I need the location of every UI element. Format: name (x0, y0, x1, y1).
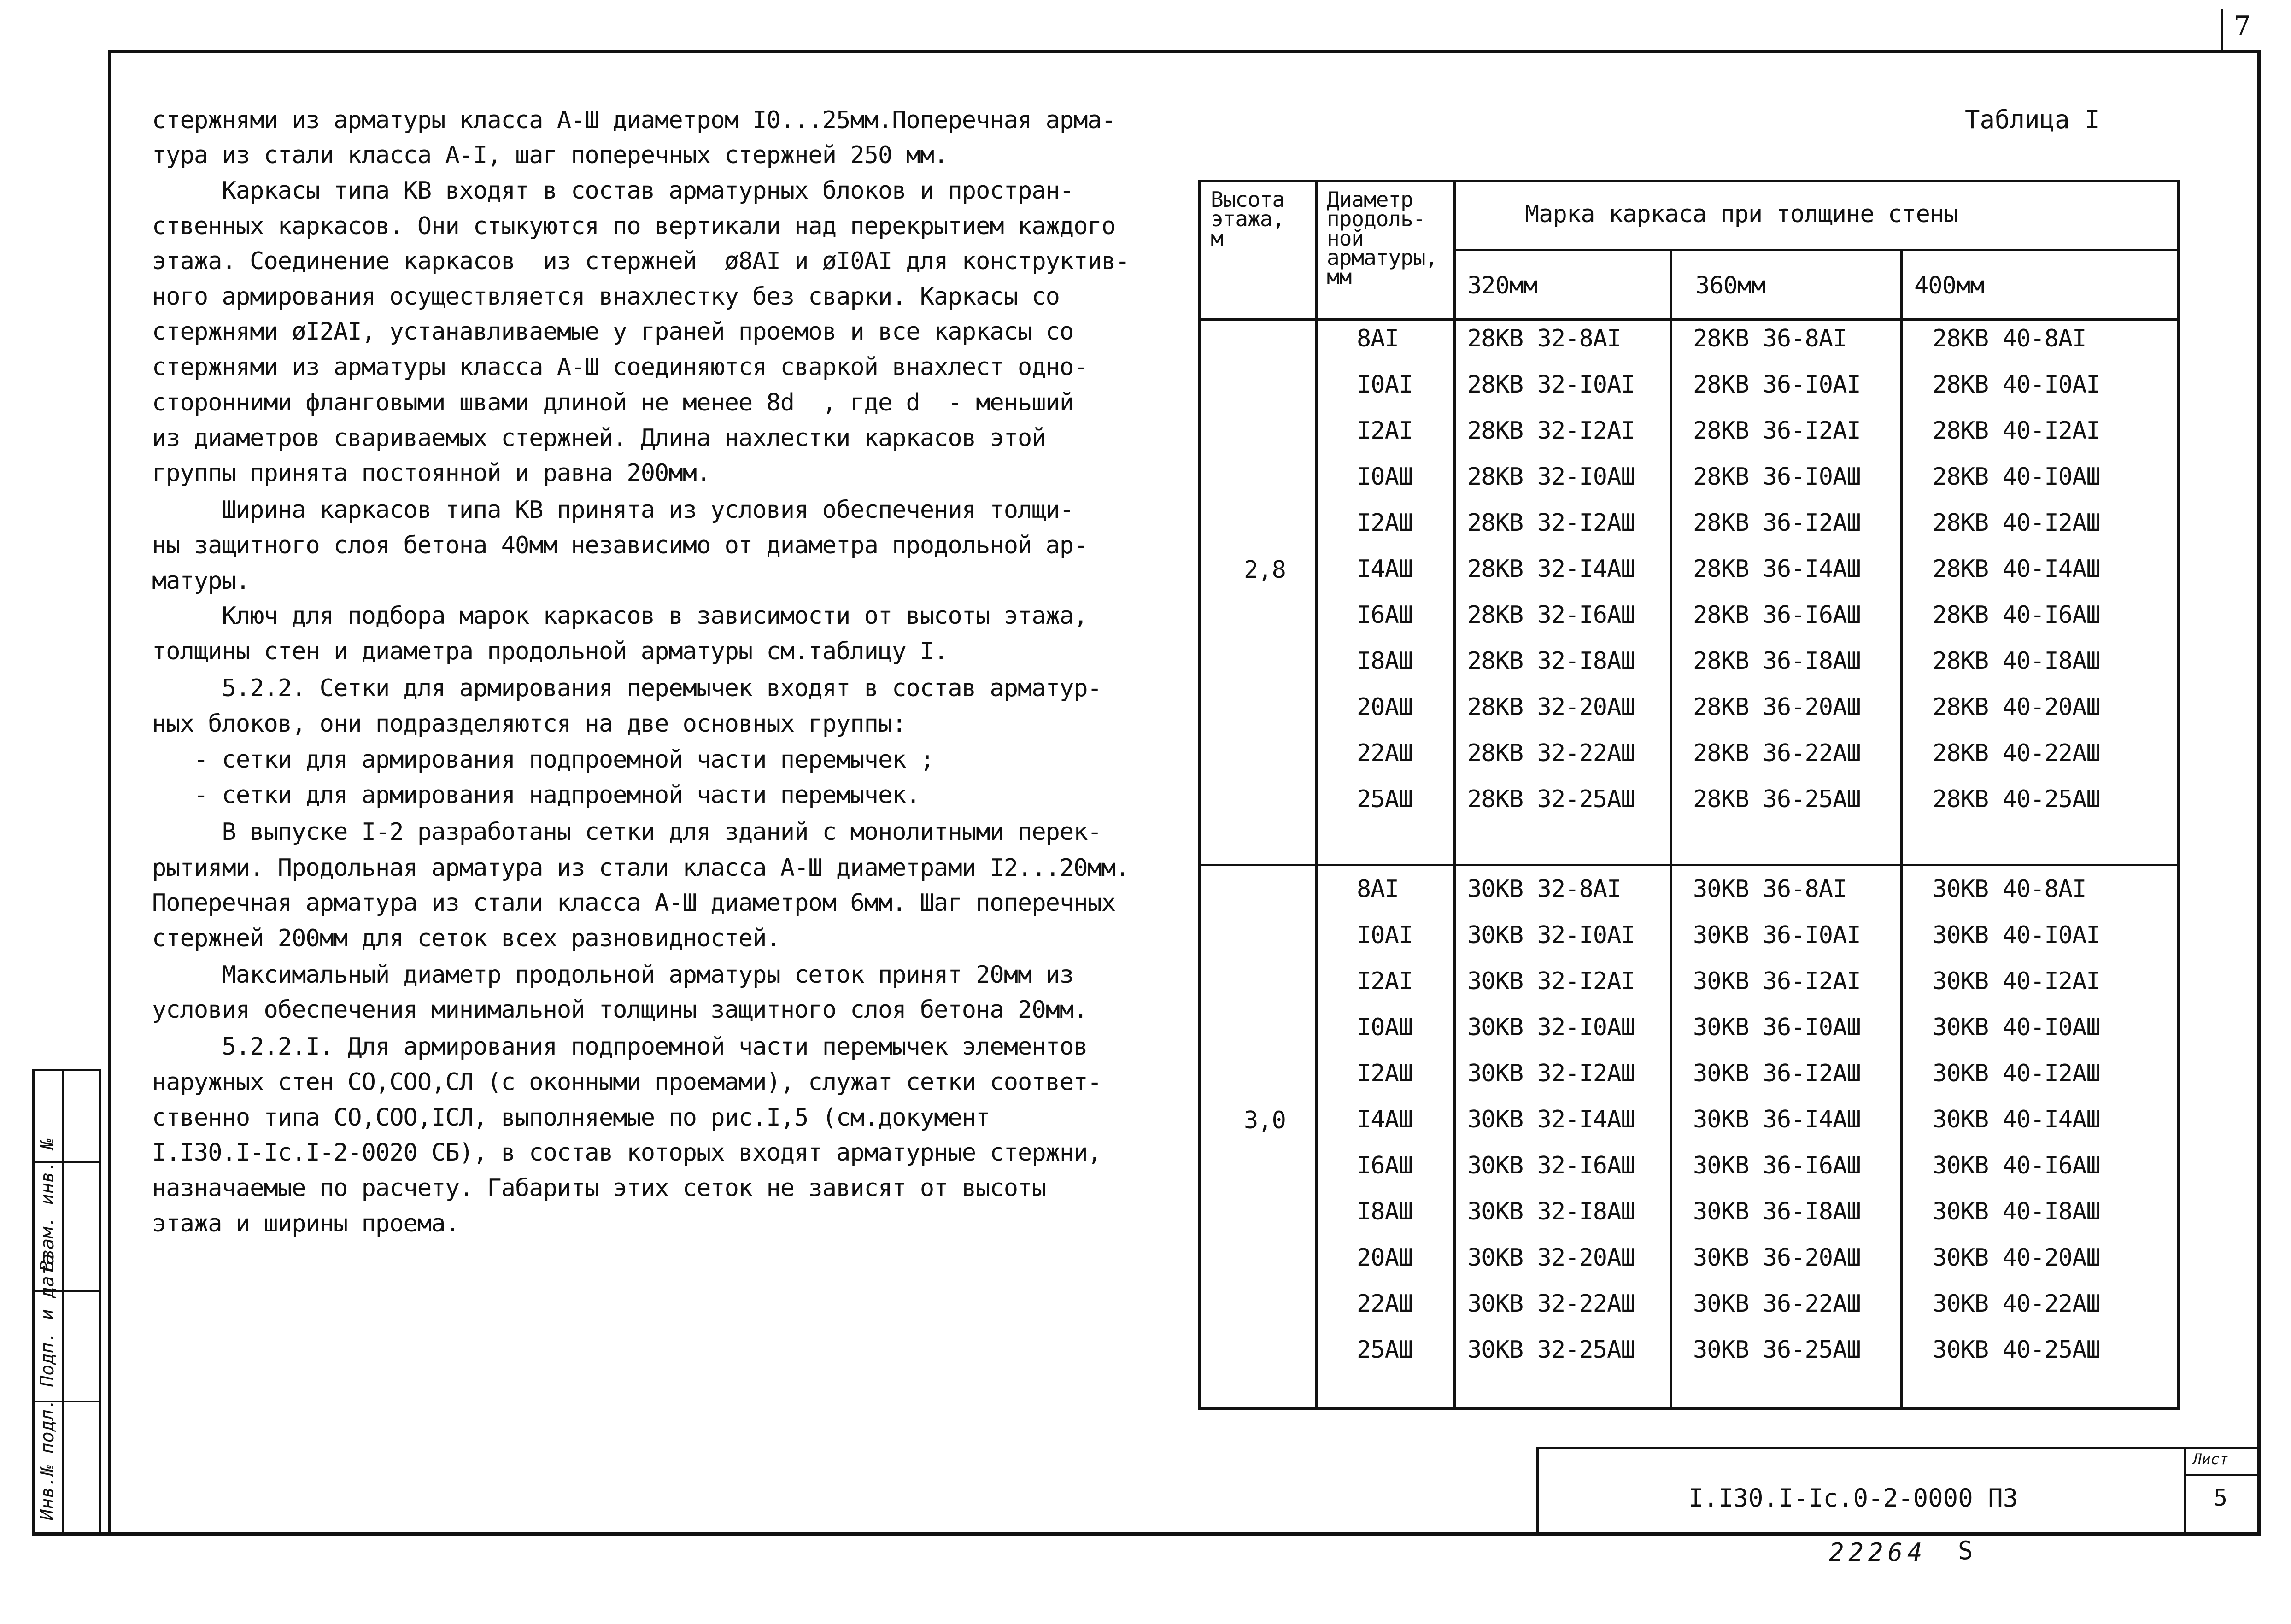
table-cell-mark-400: 30КВ 40-I2АШ (1933, 1060, 2100, 1087)
table-cell-diameter: I0АШ (1357, 463, 1413, 491)
body-line: этажа. Соединение каркасов из стержней ø8АI и øI0АI для конструктив- (152, 247, 1130, 275)
table-cell-mark-360: 28КВ 36-I2АШ (1693, 509, 1861, 537)
body-line: В выпуске I-2 разработаны сетки для зданий с монолитными перек- (152, 818, 1102, 846)
table-cell-mark-360: 30КВ 36-I2АШ (1693, 1060, 1861, 1087)
body-line: ственных каркасов. Они стыкуются по вертикали над перекрытием каждого (152, 212, 1116, 240)
table-cell-mark-320: 28КВ 32-I2АШ (1467, 509, 1635, 537)
table-cell-diameter: 20АШ (1357, 1244, 1413, 1272)
table-border-bottom (1198, 1407, 2180, 1410)
table-cell-mark-320: 28КВ 32-I2АI (1467, 417, 1635, 445)
table-cell-mark-320: 30КВ 32-I0АI (1467, 921, 1635, 949)
body-line: стержней 200мм для сеток всех разновидностей. (152, 925, 780, 952)
table-cell-mark-320: 30КВ 32-I4АШ (1467, 1106, 1635, 1133)
table-cell-mark-400: 30КВ 40-22АШ (1933, 1290, 2100, 1318)
table-cell-diameter: 20АШ (1357, 693, 1413, 721)
table-cell-mark-320: 30КВ 32-I8АШ (1467, 1198, 1635, 1225)
table-cell-mark-400: 28КВ 40-I2АI (1933, 417, 2100, 445)
body-line: условия обеспечения минимальной толщины защитного слоя бетона 20мм. (152, 996, 1088, 1024)
stamp-border-right (99, 1069, 101, 1534)
stamp-border-left (32, 1069, 35, 1534)
table-cell-mark-400: 30КВ 40-I0АI (1933, 921, 2100, 949)
stamp-label-inventory: Инв.№ подл. (37, 1398, 58, 1520)
table-cell-mark-400: 30КВ 40-I0АШ (1933, 1014, 2100, 1041)
format-mark: S (1958, 1536, 1973, 1565)
table-cell-mark-320: 28КВ 32-I4АШ (1467, 555, 1635, 583)
body-line: рытиями. Продольная арматура из стали класса А-Ш диаметрами I2...20мм. (152, 854, 1130, 882)
body-line: этажа и ширины проема. (152, 1210, 459, 1237)
table-cell-mark-320: 30КВ 32-25АШ (1467, 1336, 1635, 1364)
table-cell-mark-360: 28КВ 36-25АШ (1693, 786, 1861, 813)
table-cell-mark-400: 30КВ 40-I6АШ (1933, 1152, 2100, 1179)
table-cell-mark-400: 28КВ 40-I6АШ (1933, 601, 2100, 629)
table-cell-mark-360: 28КВ 36-I6АШ (1693, 601, 1861, 629)
table-head-diameter: арматуры, (1327, 245, 1438, 270)
table-head-diameter: Диаметр (1327, 187, 1413, 212)
sheet-number: 5 (2214, 1484, 2228, 1511)
table-head-diameter: ной (1327, 226, 1364, 251)
table-cell-diameter: 8АI (1357, 325, 1399, 352)
table-cell-diameter: I4АШ (1357, 1106, 1413, 1133)
table-cell-diameter: 22АШ (1357, 739, 1413, 767)
sheet-label: Лист (2193, 1450, 2229, 1468)
body-line: ного армирования осуществляется внахлестку без сварки. Каркасы со (152, 283, 1060, 311)
stamp-label-signature: Подп. и дата (37, 1254, 58, 1387)
table-cell-mark-400: 30КВ 40-8АI (1933, 875, 2086, 903)
body-line: Поперечная арматура из стали класса А-Ш диаметром 6мм. Шаг поперечных (152, 889, 1116, 917)
table-cell-mark-320: 28КВ 32-I8АШ (1467, 647, 1635, 675)
table-border-left (1198, 180, 1201, 1410)
title-block-top (1536, 1447, 2260, 1449)
table-cell-mark-320: 30КВ 32-I0АШ (1467, 1014, 1635, 1041)
title-block-left (1536, 1447, 1539, 1534)
table-cell-mark-360: 28КВ 36-8АI (1693, 325, 1847, 352)
table-cell-diameter: 25АШ (1357, 786, 1413, 813)
table-cell-mark-400: 28КВ 40-8АI (1933, 325, 2086, 352)
table-cell-mark-360: 30КВ 36-I0АI (1693, 921, 1861, 949)
body-line: матуры. (152, 567, 250, 595)
title-block-sheet-divider (2184, 1447, 2186, 1534)
body-line: Каркасы типа КВ входят в состав арматурных блоков и простран- (152, 177, 1074, 205)
frame-top (108, 50, 2261, 53)
table-cell-mark-320: 28КВ 32-I6АШ (1467, 601, 1635, 629)
table-head-sep (1453, 249, 2177, 251)
body-line: ственно типа СО,СОО,IСЛ, выполняемые по рис.I,5 (см.документ (152, 1104, 990, 1132)
table-cell-mark-400: 28КВ 40-25АШ (1933, 786, 2100, 813)
table-cell-mark-360: 28КВ 36-I2АI (1693, 417, 1861, 445)
table-cell-mark-360: 28КВ 36-I4АШ (1693, 555, 1861, 583)
stamp-label-replace: Взам. инв. № (37, 1138, 58, 1272)
table-vline-4 (1900, 249, 1903, 1407)
body-line: Максимальный диаметр продольной арматуры сеток принят 20мм из (152, 961, 1074, 989)
table-cell-mark-360: 30КВ 36-I8АШ (1693, 1198, 1861, 1225)
table-cell-diameter: I2АI (1357, 417, 1413, 445)
table-cell-mark-320: 30КВ 32-8АI (1467, 875, 1621, 903)
table-cell-mark-360: 30КВ 36-22АШ (1693, 1290, 1861, 1318)
body-line: сторонними фланговыми швами длиной не менее 8d , где d - меньший (152, 389, 1074, 416)
table-border-top (1198, 180, 2180, 182)
table-cell-diameter: I8АШ (1357, 1198, 1413, 1225)
table-cell-mark-400: 28КВ 40-I0АI (1933, 371, 2100, 399)
table-head-height: м (1211, 226, 1223, 251)
table-cell-diameter: 25АШ (1357, 1336, 1413, 1364)
table-cell-mark-400: 28КВ 40-I0АШ (1933, 463, 2100, 491)
table-cell-mark-360: 28КВ 36-I8АШ (1693, 647, 1861, 675)
body-line: из диаметров свариваемых стержней. Длина нахлестки каркасов этой (152, 424, 1046, 452)
table-cell-mark-400: 28КВ 40-I8АШ (1933, 647, 2100, 675)
title-block-sheet-sep (2184, 1474, 2260, 1476)
body-line: Ширина каркасов типа КВ принята из условия обеспечения толщи- (152, 496, 1074, 524)
body-line: наружных стен СО,СОО,СЛ (с оконными проемами), служат сетки соответ- (152, 1068, 1102, 1096)
table-vline-1 (1315, 180, 1318, 1407)
body-line: толщины стен и диаметра продольной арматуры см.таблицу I. (152, 638, 948, 665)
stamp-border-mid (62, 1069, 64, 1534)
table-cell-diameter: I2АШ (1357, 1060, 1413, 1087)
table-cell-mark-400: 30КВ 40-I8АШ (1933, 1198, 2100, 1225)
table-cell-diameter: 8АI (1357, 875, 1399, 903)
table-cell-mark-320: 28КВ 32-22АШ (1467, 739, 1635, 767)
table-cell-diameter: I0АI (1357, 921, 1413, 949)
table-cell-mark-360: 28КВ 36-22АШ (1693, 739, 1861, 767)
page-number-divider (2221, 9, 2223, 53)
table-head-thickness: 400мм (1914, 272, 1984, 299)
table-cell-diameter: I6АШ (1357, 601, 1413, 629)
table-cell-diameter: I2АШ (1357, 509, 1413, 537)
table-cell-diameter: I4АШ (1357, 555, 1413, 583)
inventory-number: 22264 (1829, 1538, 1927, 1567)
table-cell-mark-360: 28КВ 36-I0АI (1693, 371, 1861, 399)
table-head-diameter: продоль- (1327, 206, 1425, 231)
table-head-height: Высота (1211, 187, 1285, 212)
table-cell-mark-320: 30КВ 32-I2АШ (1467, 1060, 1635, 1087)
table-cell-mark-400: 30КВ 40-25АШ (1933, 1336, 2100, 1364)
table-head-diameter: мм (1327, 264, 1352, 289)
table-cell-mark-320: 28КВ 32-I0АШ (1467, 463, 1635, 491)
table-cell-mark-360: 30КВ 36-I0АШ (1693, 1014, 1861, 1041)
table-cell-diameter: I0АI (1357, 371, 1413, 399)
table-cell-mark-360: 30КВ 36-20АШ (1693, 1244, 1861, 1272)
table-cell-mark-320: 28КВ 32-I0АI (1467, 371, 1635, 399)
table-vline-2 (1453, 180, 1456, 1407)
table-cell-mark-360: 30КВ 36-I2АI (1693, 967, 1861, 995)
table-cell-mark-320: 30КВ 32-22АШ (1467, 1290, 1635, 1318)
table-cell-diameter: I2АI (1357, 967, 1413, 995)
table-cell-mark-320: 28КВ 32-25АШ (1467, 786, 1635, 813)
frame-bottom (32, 1532, 2261, 1536)
body-line: - сетки для армирования надпроемной части перемычек. (152, 781, 920, 809)
table-cell-mark-320: 30КВ 32-20АШ (1467, 1244, 1635, 1272)
table-cell-mark-400: 28КВ 40-I2АШ (1933, 509, 2100, 537)
table-cell-mark-400: 28КВ 40-20АШ (1933, 693, 2100, 721)
table-cell-mark-360: 28КВ 36-I0АШ (1693, 463, 1861, 491)
table-cell-mark-320: 30КВ 32-I6АШ (1467, 1152, 1635, 1179)
stamp-border-top (32, 1069, 101, 1071)
table-cell-mark-400: 30КВ 40-I2АI (1933, 967, 2100, 995)
table-head-group: Марка каркаса при толщине стены (1525, 200, 1958, 228)
body-line: ны защитного слоя бетона 40мм независимо от диаметра продольной ар- (152, 532, 1088, 559)
body-line: тура из стали класса А-I, шаг поперечных стержней 250 мм. (152, 141, 948, 169)
body-line: группы принята постоянной и равна 200мм. (152, 459, 711, 487)
document-code: I.I30.I-Iс.0-2-0000 ПЗ (1688, 1483, 2018, 1513)
table-cell-mark-360: 28КВ 36-20АШ (1693, 693, 1861, 721)
table-cell-diameter: I6АШ (1357, 1152, 1413, 1179)
body-line: ных блоков, они подразделяются на две основных группы: (152, 710, 906, 738)
table-cell-diameter: I0АШ (1357, 1014, 1413, 1041)
table-cell-mark-400: 30КВ 40-20АШ (1933, 1244, 2100, 1272)
body-line: - сетки для армирования подпроемной части перемычек ; (152, 746, 934, 774)
body-line: стержнями øI2АI, устанавливаемые у граней проемов и все каркасы со (152, 318, 1074, 346)
table-cell-diameter: I8АШ (1357, 647, 1413, 675)
table-cell-mark-400: 28КВ 40-22АШ (1933, 739, 2100, 767)
table-cell-mark-360: 30КВ 36-I6АШ (1693, 1152, 1861, 1179)
table-group-sep (1198, 864, 2177, 866)
body-line: 5.2.2.I. Для армирования подпроемной части перемычек элементов (152, 1033, 1088, 1061)
table-cell-mark-320: 30КВ 32-I2АI (1467, 967, 1635, 995)
table-head-thickness: 360мм (1695, 272, 1765, 299)
table-cell-mark-360: 30КВ 36-8АI (1693, 875, 1847, 903)
body-line: 5.2.2. Сетки для армирования перемычек входят в состав арматур- (152, 674, 1102, 702)
table-height-value: 2,8 (1244, 556, 1286, 584)
frame-right (2257, 50, 2261, 1536)
table-vline-3 (1670, 249, 1672, 1407)
table-head-bottom (1198, 318, 2177, 321)
table-border-right (2177, 180, 2180, 1410)
table-cell-mark-360: 30КВ 36-I4АШ (1693, 1106, 1861, 1133)
body-line: I.I30.I-Iс.I-2-0020 СБ), в состав которых входят арматурные стержни, (152, 1139, 1102, 1167)
frame-left (108, 50, 111, 1536)
table-cell-mark-360: 30КВ 36-25АШ (1693, 1336, 1861, 1364)
table-height-value: 3,0 (1244, 1107, 1286, 1134)
table-head-thickness: 320мм (1467, 272, 1537, 299)
body-line: назначаемые по расчету. Габариты этих сеток не зависят от высоты (152, 1174, 1046, 1202)
table-cell-mark-400: 30КВ 40-I4АШ (1933, 1106, 2100, 1133)
table-cell-mark-320: 28КВ 32-8АI (1467, 325, 1621, 352)
body-line: Ключ для подбора марок каркасов в зависимости от высоты этажа, (152, 602, 1088, 630)
table-head-height: этажа, (1211, 206, 1285, 231)
body-line: стержнями из арматуры класса А-Ш соединяются сваркой внахлест одно- (152, 353, 1088, 381)
body-line: стержнями из арматуры класса А-Ш диаметром I0...25мм.Поперечная арма- (152, 106, 1116, 134)
table-cell-mark-400: 28КВ 40-I4АШ (1933, 555, 2100, 583)
table-cell-mark-320: 28КВ 32-20АШ (1467, 693, 1635, 721)
page-number: 7 (2233, 10, 2251, 42)
table-cell-diameter: 22АШ (1357, 1290, 1413, 1318)
table-caption: Таблица I (1965, 105, 2100, 134)
